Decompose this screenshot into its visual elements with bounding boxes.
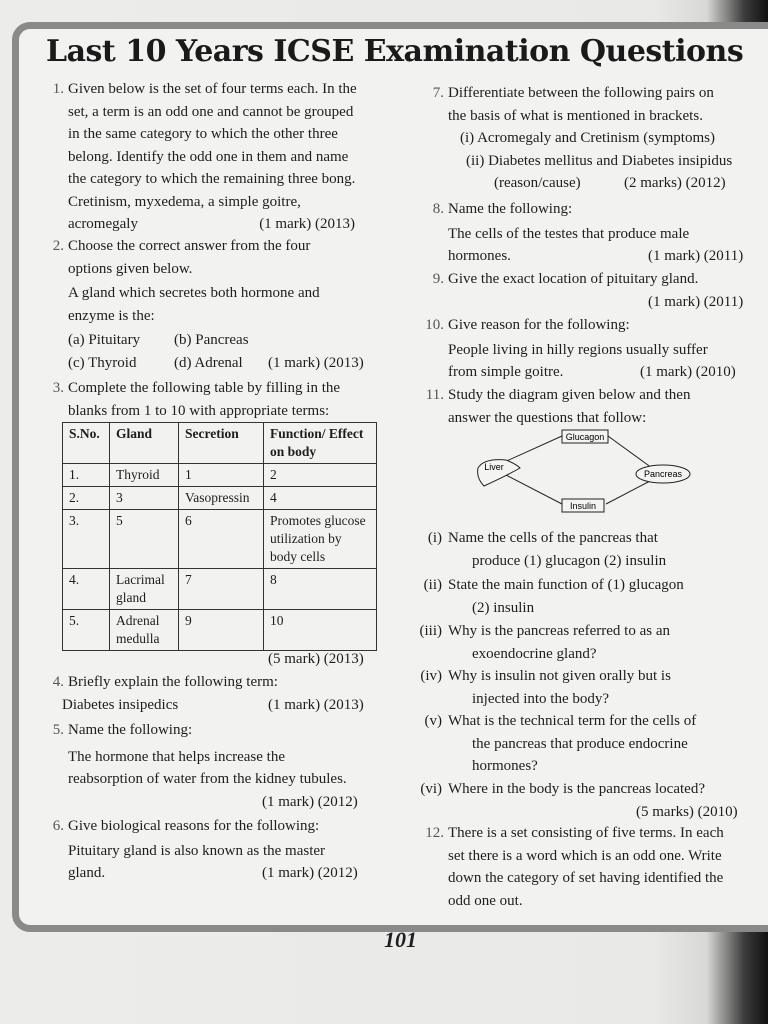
gland-table xyxy=(62,422,377,651)
question-text: Differentiate between the following pairs on xyxy=(448,85,714,101)
pancreas-label: Pancreas xyxy=(643,469,683,479)
marks-label: (1 mark) (2010) xyxy=(640,364,736,380)
question-text: Given below is the set of four terms each. In the xyxy=(68,81,357,97)
sub-question-i xyxy=(410,527,666,572)
sub-text: Where in the body is the pancreas located? xyxy=(448,781,705,797)
table-header: Gland xyxy=(110,423,179,464)
table-cell: 8 xyxy=(264,569,377,610)
sub-question-ii xyxy=(410,574,684,619)
sub-question-v xyxy=(410,710,696,778)
question-text: hormones. xyxy=(448,248,511,264)
question-text: Name the following: xyxy=(68,722,193,738)
question-text: from simple goitre. xyxy=(448,364,564,380)
question-number: 10. xyxy=(425,317,444,333)
marks-label: (1 mark) (2011) xyxy=(648,293,744,310)
sub-number: (iv) xyxy=(420,668,442,684)
question-text: blanks from 1 to 10 with appropriate terms: xyxy=(68,402,330,419)
table-row xyxy=(63,487,377,510)
question-text: Give the exact location of pituitary gland. xyxy=(448,271,699,287)
sub-number: (vi) xyxy=(420,781,442,797)
pancreas-liver-diagram xyxy=(476,428,706,518)
table-cell: 6 xyxy=(179,510,264,569)
marks-label: (1 mark) (2013) xyxy=(268,354,364,371)
sub-number: (i) xyxy=(427,530,442,546)
sub-question: (ii) Diabetes mellitus and Diabetes insipidus xyxy=(466,152,733,169)
question-text: the category to which the remaining three bong. xyxy=(68,171,356,187)
table-cell: 3. xyxy=(63,510,110,569)
table-cell: 9 xyxy=(179,610,264,651)
question-text: the basis of what is mentioned in brackets. xyxy=(448,107,703,124)
marks-label: (1 mark) (2012) xyxy=(262,865,358,881)
question-text: down the category of set having identified the xyxy=(448,870,724,886)
marks-label: (5 mark) (2013) xyxy=(268,651,364,667)
table-cell: Vasopressin xyxy=(179,487,264,510)
option-a: (a) Pituitary xyxy=(68,332,141,348)
sub-text: exoendocrine gland? xyxy=(472,645,597,662)
table-row xyxy=(63,464,377,487)
table-cell: 1. xyxy=(63,464,110,487)
question-text: reabsorption of water from the kidney tubules. xyxy=(68,771,347,787)
sub-question: (i) Acromegaly and Cretinism (symptoms) xyxy=(460,130,715,146)
sub-text: Why is the pancreas referred to as an xyxy=(448,623,670,639)
sub-number: (iii) xyxy=(419,623,442,639)
sub-text: produce (1) glucagon (2) insulin xyxy=(472,552,667,569)
sub-question: (reason/cause) xyxy=(494,175,581,191)
arrow-line xyxy=(608,436,652,468)
sub-text: What is the technical term for the cells of xyxy=(448,713,697,729)
marks-label: (2 marks) (2012) xyxy=(624,175,726,191)
sub-text: injected into the body? xyxy=(472,690,610,707)
page-number: 101 xyxy=(384,927,417,952)
sub-text: Why is insulin not given orally but is xyxy=(448,668,671,684)
question-text: enzyme is the: xyxy=(68,307,155,324)
table-cell: 5. xyxy=(63,610,110,651)
arrow-line xyxy=(504,474,562,504)
question-text: gland. xyxy=(68,865,106,881)
table-row xyxy=(63,569,377,610)
question-text: Complete the following table by filling in the xyxy=(68,380,341,396)
table-cell: 10 xyxy=(264,610,377,651)
question-text: options given below. xyxy=(68,260,193,277)
table-row xyxy=(63,610,377,651)
question-text: Cretinism, myxedema, a simple goitre, xyxy=(68,193,301,210)
arrow-line xyxy=(500,436,562,464)
page-title: Last 10 Years ICSE Examination Questions xyxy=(46,34,744,69)
question-text: Give biological reasons for the following: xyxy=(68,818,320,834)
question-text: set, a term is an odd one and cannot be grouped xyxy=(68,103,354,120)
sub-question-iv xyxy=(410,665,671,710)
option-c: (c) Thyroid xyxy=(68,354,137,371)
insulin-label: Insulin xyxy=(569,501,597,511)
sub-text: hormones? xyxy=(472,758,538,774)
question-text: The hormone that helps increase the xyxy=(68,748,286,765)
question-number: 7. xyxy=(432,85,444,101)
table-cell: Promotes glucose utilization by body cells xyxy=(264,510,377,569)
question-number: 5. xyxy=(52,722,64,738)
table-cell: Lacrimal gland xyxy=(110,569,179,610)
sub-text: State the main function of (1) glucagon xyxy=(448,577,684,593)
question-text: There is a set consisting of five terms. In each xyxy=(448,825,724,841)
marks-label: (1 mark) (2013) xyxy=(259,216,355,232)
option-d: (d) Adrenal xyxy=(174,354,243,371)
sub-question-vi xyxy=(410,778,738,823)
question-text: Give reason for the following: xyxy=(448,317,630,333)
liver-label: Liver xyxy=(484,462,504,472)
question-number: 1. xyxy=(52,81,64,97)
sub-text: Name the cells of the pancreas that xyxy=(448,530,658,546)
question-number: 12. xyxy=(425,825,444,841)
marks-label: (1 mark) (2012) xyxy=(262,793,358,810)
marks-label: (1 mark) (2011) xyxy=(648,248,744,264)
table-cell: 2 xyxy=(264,464,377,487)
question-text: Name the following: xyxy=(448,201,573,217)
question-text: A gland which secretes both hormone and xyxy=(68,285,320,301)
question-text: answer the questions that follow: xyxy=(448,409,647,426)
sub-question-iii xyxy=(410,620,670,665)
question-number: 8. xyxy=(432,201,444,217)
table-header: Function/ Effect on body xyxy=(264,423,377,464)
table-cell: 1 xyxy=(179,464,264,487)
question-number: 4. xyxy=(52,674,64,690)
question-text: People living in hilly regions usually suffer xyxy=(448,341,708,358)
question-text: belong. Identify the odd one in them and name xyxy=(68,148,349,165)
question-number: 2. xyxy=(52,238,64,254)
question-text: Pituitary gland is also known as the master xyxy=(68,842,326,859)
question-text: acromegaly xyxy=(68,216,138,232)
table-cell: 2. xyxy=(63,487,110,510)
question-text: Briefly explain the following term: xyxy=(68,674,278,690)
sub-number: (v) xyxy=(424,713,442,729)
table-cell: Thyroid xyxy=(110,464,179,487)
arrow-line xyxy=(606,480,652,504)
question-number: 9. xyxy=(432,271,444,287)
question-number: 11. xyxy=(425,387,444,403)
question-number: 6. xyxy=(52,818,64,834)
question-text: Choose the correct answer from the four xyxy=(68,238,311,254)
question-text: The cells of the testes that produce male xyxy=(448,225,690,242)
marks-label: (1 mark) (2013) xyxy=(268,696,364,713)
table-header: Secretion xyxy=(179,423,264,464)
table-cell: 4. xyxy=(63,569,110,610)
question-text: Study the diagram given below and then xyxy=(448,387,691,403)
question-text: in the same category to which the other three xyxy=(68,126,338,142)
question-text: odd one out. xyxy=(448,892,523,909)
sub-text: the pancreas that produce endocrine xyxy=(472,735,688,752)
table-header: S.No. xyxy=(63,423,110,464)
table-cell: 5 xyxy=(110,510,179,569)
question-number: 3. xyxy=(52,380,64,396)
sub-number: (ii) xyxy=(423,577,442,593)
table-cell: 3 xyxy=(110,487,179,510)
option-b: (b) Pancreas xyxy=(174,332,249,348)
glucagon-label: Glucagon xyxy=(565,432,605,442)
question-text: Diabetes insipedics xyxy=(62,696,179,713)
table-cell: 4 xyxy=(264,487,377,510)
question-text: set there is a word which is an odd one. Write xyxy=(448,847,722,864)
sub-text: (2) insulin xyxy=(472,599,535,616)
marks-label: (5 marks) (2010) xyxy=(636,803,738,820)
table-cell: Adrenal medulla xyxy=(110,610,179,651)
table-cell: 7 xyxy=(179,569,264,610)
table-row xyxy=(63,510,377,569)
table-header-row xyxy=(63,423,377,464)
